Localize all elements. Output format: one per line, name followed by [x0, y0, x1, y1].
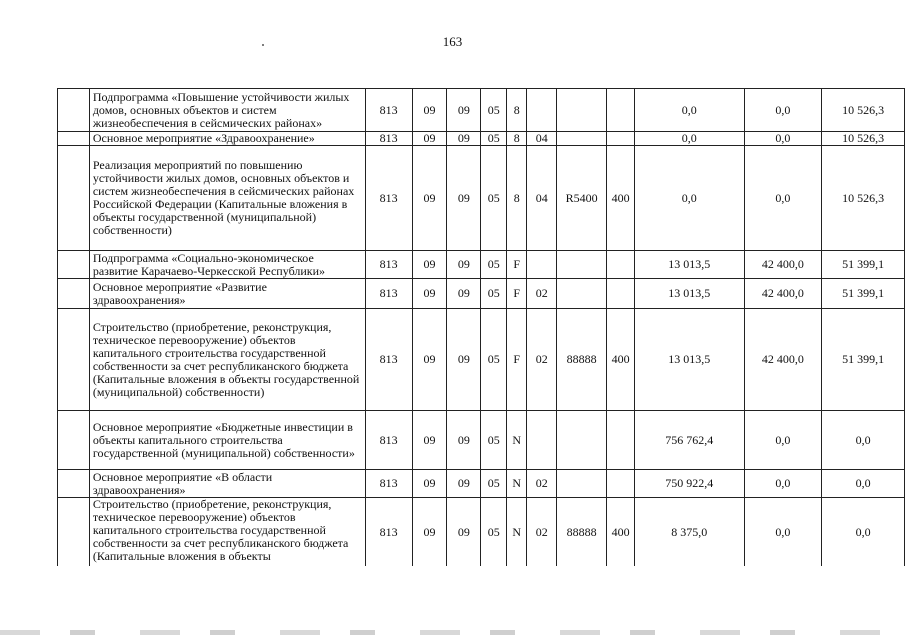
subsection-code: 09: [447, 146, 481, 251]
section-code: 09: [412, 89, 447, 132]
amount-year-2: 0,0: [744, 89, 822, 132]
page-number: 163: [442, 34, 463, 49]
row-name: Основное мероприятие «Развитие здравоохранения»: [89, 279, 365, 309]
table-row: [58, 498, 905, 567]
subprogram-code: F: [507, 279, 527, 309]
row-blank-cell: [58, 470, 90, 498]
expense-type-code: 400: [607, 309, 635, 411]
subsection-code: 09: [447, 251, 481, 279]
target-article-code: 88888: [557, 309, 607, 411]
program-code: 05: [481, 251, 507, 279]
section-code: 09: [412, 279, 447, 309]
admin-code: 813: [365, 132, 412, 146]
amount-year-3: 10 526,3: [822, 89, 905, 132]
row-name: Основное мероприятие «Здравоохранение»: [89, 132, 365, 146]
section-code: 09: [412, 146, 447, 251]
table-row: [58, 411, 905, 470]
subsection-code: 09: [447, 470, 481, 498]
row-blank-cell: [58, 89, 90, 132]
row-name: Строительство (приобретение, реконструкция, техническое перевооружение) объектов капитального строительства государственной собственности за счет республиканского бюджета (Капитальные вложения в объекты: [89, 498, 365, 567]
budget-table-body: [58, 89, 905, 567]
event-code: [527, 411, 557, 470]
event-code: [527, 251, 557, 279]
row-blank-cell: [58, 411, 90, 470]
program-code: 05: [481, 309, 507, 411]
amount-year-2: 0,0: [744, 146, 822, 251]
section-code: 09: [412, 132, 447, 146]
amount-year-1: 13 013,5: [635, 251, 744, 279]
expense-type-code: 400: [607, 498, 635, 567]
scan-edge-artifact: [0, 630, 905, 635]
target-article-code: [557, 251, 607, 279]
row-name: Основное мероприятие «Бюджетные инвестиции в объекты капитального строительства государственной (муниципальной) собственности»: [89, 411, 365, 470]
program-code: 05: [481, 498, 507, 567]
admin-code: 813: [365, 279, 412, 309]
program-code: 05: [481, 146, 507, 251]
row-blank-cell: [58, 309, 90, 411]
admin-code: 813: [365, 146, 412, 251]
table-row: [58, 470, 905, 498]
amount-year-1: 0,0: [635, 89, 744, 132]
subprogram-code: N: [507, 498, 527, 567]
row-blank-cell: [58, 279, 90, 309]
section-code: 09: [412, 309, 447, 411]
admin-code: 813: [365, 470, 412, 498]
amount-year-1: 756 762,4: [635, 411, 744, 470]
amount-year-3: 0,0: [822, 470, 905, 498]
amount-year-1: 13 013,5: [635, 309, 744, 411]
program-code: 05: [481, 89, 507, 132]
amount-year-3: 51 399,1: [822, 279, 905, 309]
target-article-code: [557, 411, 607, 470]
row-name: Реализация мероприятий по повышению устойчивости жилых домов, основных объектов и систем жизнеобеспечения в сейсмических районах Российской Федерации (Капитальные вложения в объекты государственной (муниципальной) собственности): [89, 146, 365, 251]
amount-year-1: 8 375,0: [635, 498, 744, 567]
expense-type-code: [607, 279, 635, 309]
section-code: 09: [412, 498, 447, 567]
subprogram-code: N: [507, 470, 527, 498]
target-article-code: [557, 470, 607, 498]
program-code: 05: [481, 132, 507, 146]
subsection-code: 09: [447, 279, 481, 309]
expense-type-code: [607, 132, 635, 146]
program-code: 05: [481, 279, 507, 309]
admin-code: 813: [365, 411, 412, 470]
program-code: 05: [481, 470, 507, 498]
amount-year-1: 750 922,4: [635, 470, 744, 498]
amount-year-1: 0,0: [635, 146, 744, 251]
row-blank-cell: [58, 132, 90, 146]
amount-year-2: 42 400,0: [744, 251, 822, 279]
event-code: 02: [527, 498, 557, 567]
amount-year-1: 13 013,5: [635, 279, 744, 309]
event-code: 02: [527, 470, 557, 498]
subsection-code: 09: [447, 498, 481, 567]
table-row: [58, 279, 905, 309]
target-article-code: [557, 132, 607, 146]
subprogram-code: 8: [507, 89, 527, 132]
amount-year-2: 0,0: [744, 498, 822, 567]
subsection-code: 09: [447, 89, 481, 132]
subprogram-code: F: [507, 309, 527, 411]
amount-year-2: 42 400,0: [744, 279, 822, 309]
table-row: [58, 89, 905, 132]
expense-type-code: [607, 89, 635, 132]
table-row: [58, 132, 905, 146]
section-code: 09: [412, 470, 447, 498]
admin-code: 813: [365, 498, 412, 567]
event-code: 02: [527, 279, 557, 309]
amount-year-2: 0,0: [744, 470, 822, 498]
expense-type-code: [607, 411, 635, 470]
subsection-code: 09: [447, 309, 481, 411]
row-name: Подпрограмма «Повышение устойчивости жилых домов, основных объектов и систем жизнеобеспечения в сейсмических районах»: [89, 89, 365, 132]
amount-year-3: 10 526,3: [822, 132, 905, 146]
amount-year-3: 10 526,3: [822, 146, 905, 251]
row-name: Основное мероприятие «В области здравоохранения»: [89, 470, 365, 498]
expense-type-code: [607, 251, 635, 279]
admin-code: 813: [365, 251, 412, 279]
section-code: 09: [412, 251, 447, 279]
amount-year-3: 0,0: [822, 498, 905, 567]
row-name: Подпрограмма «Социально-экономическое развитие Карачаево-Черкесской Республики»: [89, 251, 365, 279]
program-code: 05: [481, 411, 507, 470]
budget-table: [57, 88, 905, 566]
subprogram-code: F: [507, 251, 527, 279]
amount-year-3: 51 399,1: [822, 251, 905, 279]
table-row: [58, 251, 905, 279]
amount-year-3: 0,0: [822, 411, 905, 470]
expense-type-code: 400: [607, 146, 635, 251]
subprogram-code: 8: [507, 132, 527, 146]
event-code: 02: [527, 309, 557, 411]
target-article-code: 88888: [557, 498, 607, 567]
subsection-code: 09: [447, 132, 481, 146]
amount-year-2: 0,0: [744, 411, 822, 470]
target-article-code: R5400: [557, 146, 607, 251]
amount-year-2: 42 400,0: [744, 309, 822, 411]
subsection-code: 09: [447, 411, 481, 470]
event-code: 04: [527, 146, 557, 251]
table-row: [58, 309, 905, 411]
section-code: 09: [412, 411, 447, 470]
subprogram-code: N: [507, 411, 527, 470]
amount-year-3: 51 399,1: [822, 309, 905, 411]
row-name: Строительство (приобретение, реконструкция, техническое перевооружение) объектов капитального строительства государственной собственности за счет республиканского бюджета (Капитальные вложения в объекты государственной (муниципальной) собственности): [89, 309, 365, 411]
target-article-code: [557, 279, 607, 309]
target-article-code: [557, 89, 607, 132]
row-blank-cell: [58, 251, 90, 279]
event-code: [527, 89, 557, 132]
scan-speck: [262, 44, 264, 46]
table-row: [58, 146, 905, 251]
amount-year-2: 0,0: [744, 132, 822, 146]
amount-year-1: 0,0: [635, 132, 744, 146]
expense-type-code: [607, 470, 635, 498]
row-blank-cell: [58, 146, 90, 251]
event-code: 04: [527, 132, 557, 146]
subprogram-code: 8: [507, 146, 527, 251]
admin-code: 813: [365, 309, 412, 411]
admin-code: 813: [365, 89, 412, 132]
row-blank-cell: [58, 498, 90, 567]
